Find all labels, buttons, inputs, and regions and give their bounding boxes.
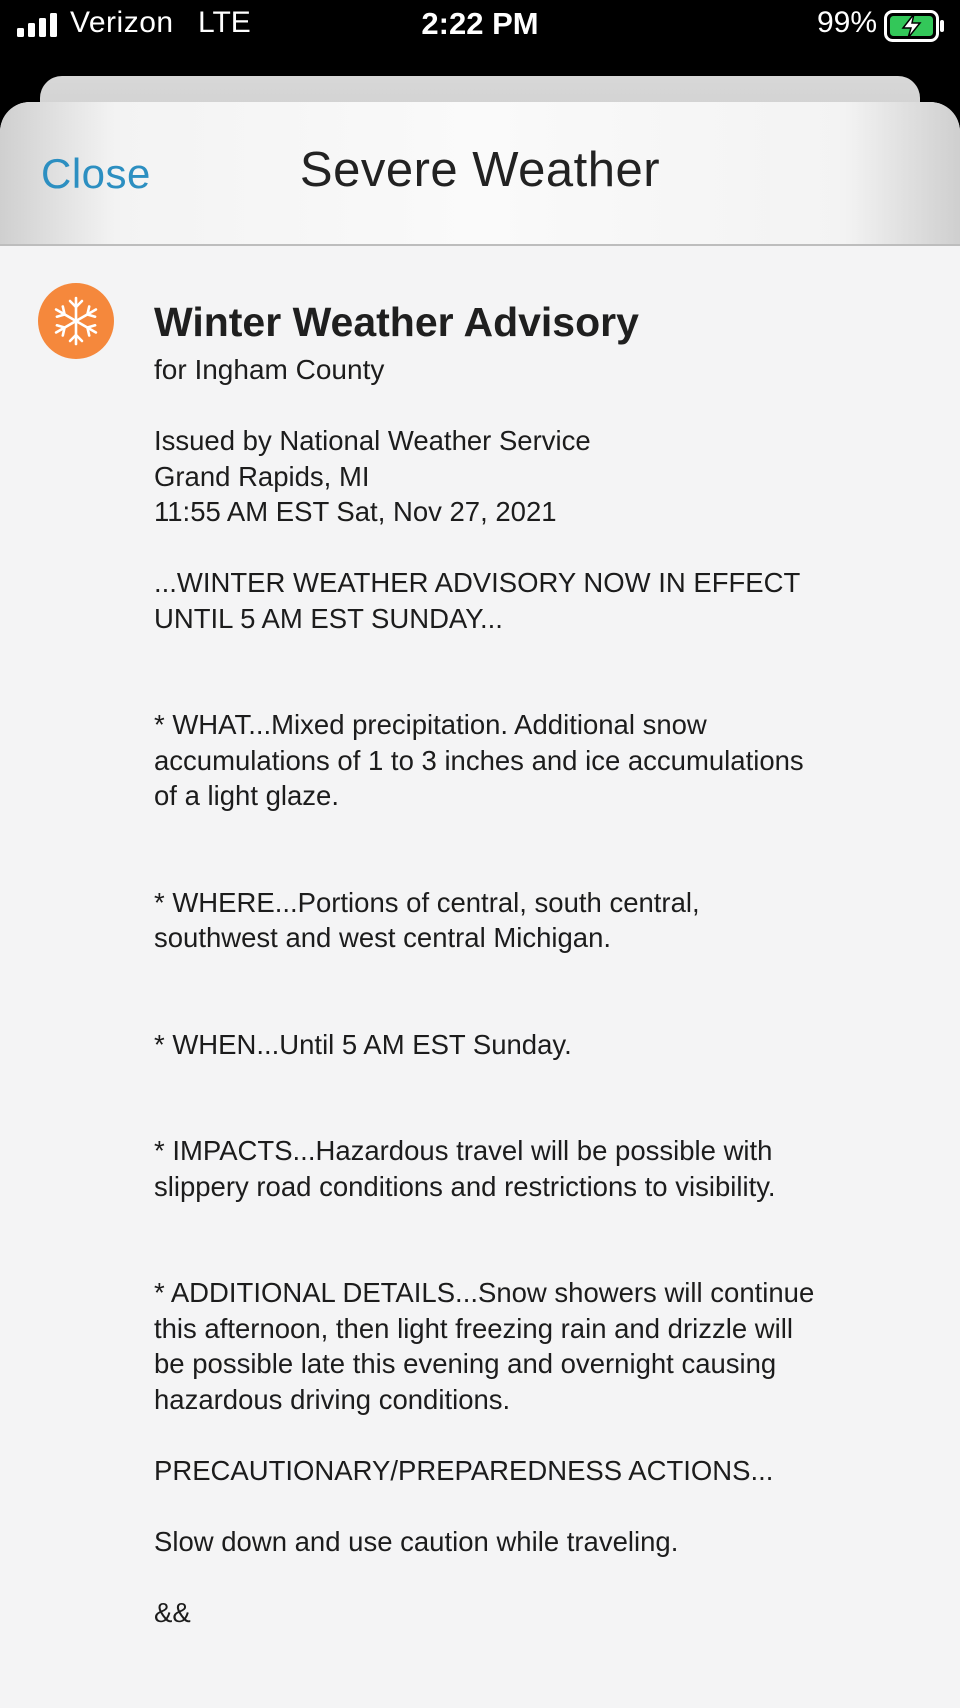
status-bar <box>0 0 960 78</box>
alert-body: Issued by National Weather Service Grand Rapids, MI 11:55 AM EST Sat, Nov 27, 2021 ...WINTER WEATHER ADVISORY NOW IN EFFECT UNTIL 5 AM EST SUNDAY... * WHAT...Mixed precipitation. Additional snow accumulations of 1 to 3 inches and ice accumulations of a light glaze. * WHERE...Portions of central, south central, southwest and west central Michigan. * WHEN...Until 5 AM EST Sunday. * IMPACTS...Hazardous travel will be possible with slippery road conditions and restrictions to visibility. * ADDITIONAL DETAILS...Snow showers will continue this afternoon, then light freezing rain and drizzle will be possible late this evening and overnight causing hazardous driving conditions. PRECAUTIONARY/PREPAREDNESS ACTIONS... Slow down and use caution while traveling. && <box>154 425 815 1628</box>
alert-title: Winter Weather Advisory <box>154 299 639 345</box>
page-title: Severe Weather <box>299 143 661 197</box>
severe-weather-sheet <box>0 102 960 1708</box>
sheet-header <box>0 102 960 246</box>
clock: 2:22 PM <box>421 6 539 41</box>
battery-percent: 99% <box>816 6 877 39</box>
snowflake-icon <box>38 283 114 359</box>
network-type: LTE <box>198 6 251 39</box>
close-button[interactable]: Close <box>41 150 151 197</box>
alert-subtitle: for Ingham County <box>154 354 385 385</box>
battery-charging-icon <box>884 10 946 42</box>
carrier-name: Verizon <box>70 6 174 39</box>
alert-content <box>154 297 914 1630</box>
